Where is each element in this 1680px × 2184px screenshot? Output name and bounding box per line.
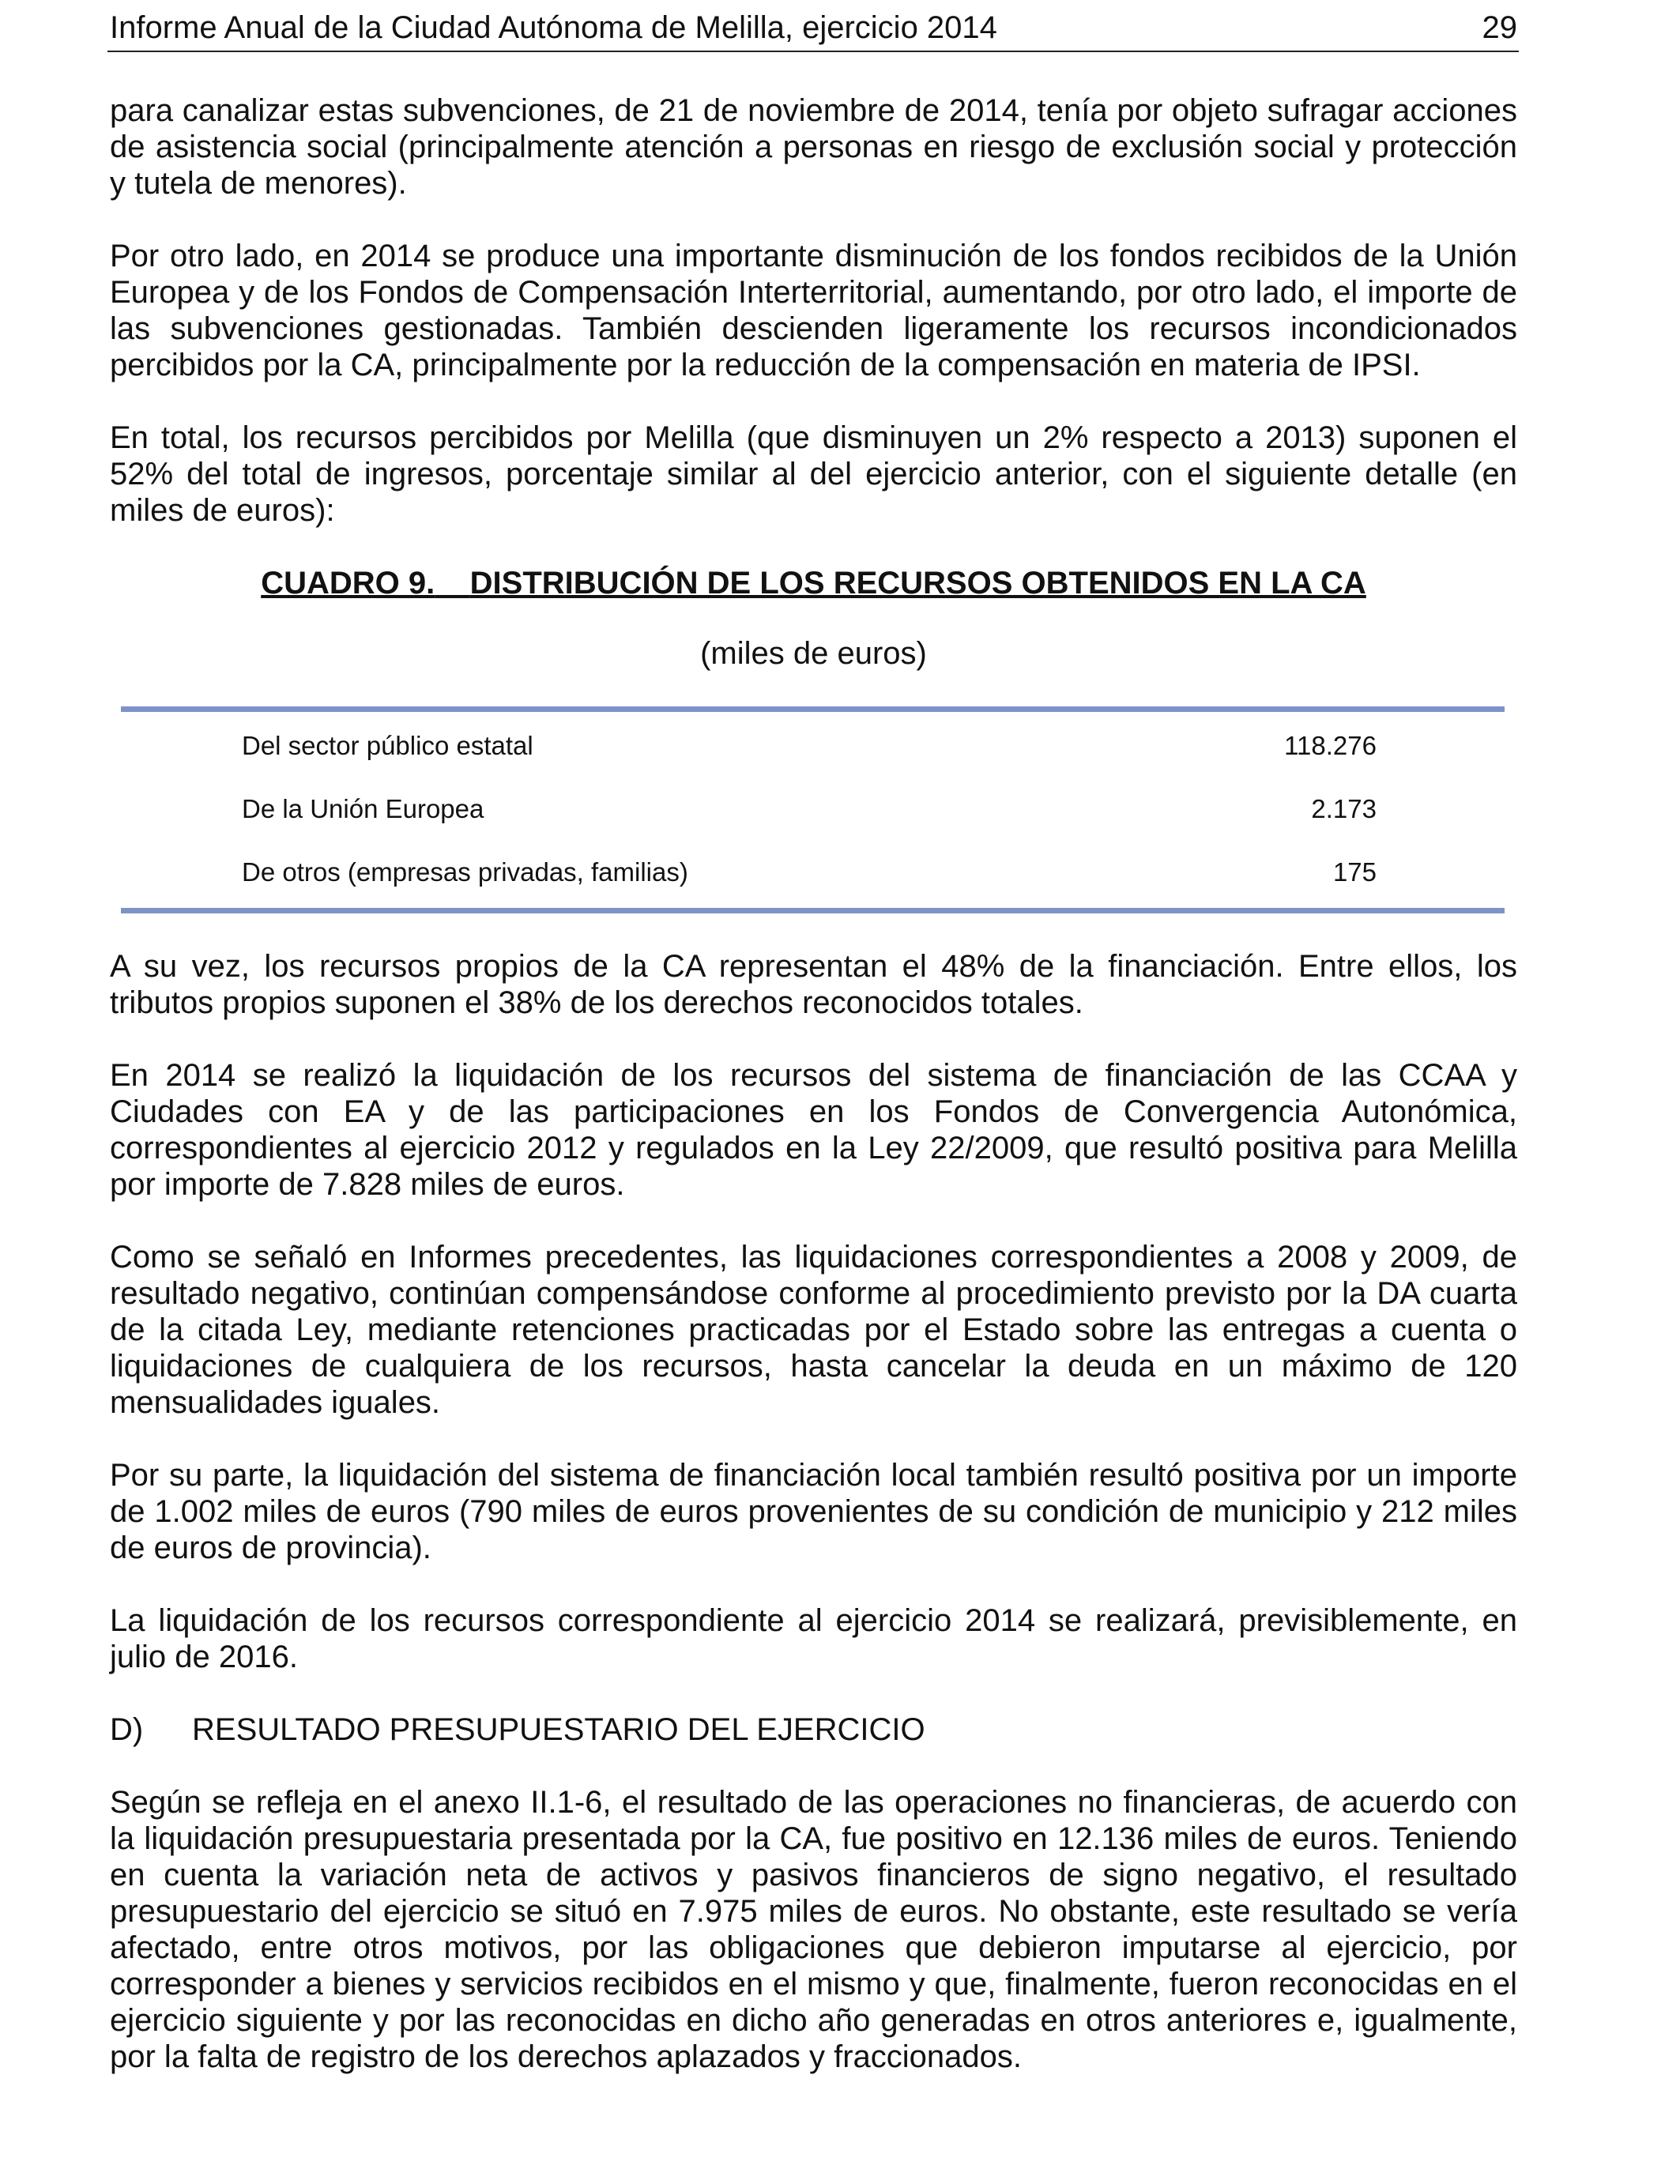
paragraph: A su vez, los recursos propios de la CA representan el 48% de la financiación. Entre ellos, los tributos propios suponen el 38% de los derechos reconocidos totales. — [110, 949, 1517, 1020]
table-number: CUADRO 9. — [261, 566, 435, 601]
table-row — [121, 841, 1505, 904]
table-units: (miles de euros) — [700, 636, 927, 671]
table-top-rule — [121, 706, 1505, 712]
table-bottom-rule — [121, 908, 1505, 913]
paragraph: Por su parte, la liquidación del sistema de financiación local también resultó positiva por un importe de 1.002 miles de euros (790 miles de euros provenientes de su condición de municipio y 212 miles de euros de provincia). — [110, 1458, 1517, 1565]
report-title: Informe Anual de la Ciudad Autónoma de Melilla, ejercicio 2014 — [110, 10, 997, 45]
page-header — [107, 9, 1519, 52]
paragraph: para canalizar estas subvenciones, de 21 de noviembre de 2014, tenía por objeto sufragar acciones de asistencia social (principalmente atención a personas en riesgo de exclusión social y protección y tutela de menores). — [110, 93, 1517, 201]
table-row — [121, 714, 1505, 778]
paragraph: En 2014 se realizó la liquidación de los recursos del sistema de financiación de las CCAA y Ciudades con EA y de las participaciones en los Fondos de Convergencia Autonómica, correspondientes al ejercicio 2012 y regulados en la Ley 22/2009, que resultó positiva para Melilla por importe de 7.828 miles de euros. — [110, 1058, 1517, 1202]
paragraph: Como se señaló en Informes precedentes, las liquidaciones correspondientes a 2008 y 2009, de resultado negativo, continúan compensándose conforme al procedimiento previsto por la DA cuarta de la citada Ley, mediante retenciones practicadas por el Estado sobre las entregas a cuenta o liquidaciones de cualquiera de los recursos, hasta cancelar la deuda en un máximo de 120 mensualidades iguales. — [110, 1240, 1517, 1420]
paragraph: Según se refleja en el anexo II.1-6, el resultado de las operaciones no financieras, de acuerdo con la liquidación presupuestaria presentada por la CA, fue positivo en 12.136 miles de euros. Teniendo en cuenta la variación neta de activos y pasivos financieros de signo negativo, el resultado presupuestario del ejercicio se situó en 7.975 miles de euros. No obstante, este resultado se vería afectado, entre otros motivos, por las obligaciones que debieron imputarse al ejercicio, por corresponder a bienes y servicios recibidos en el mismo y que, finalmente, fueron reconocidas en el ejercicio siguiente y por las reconocidas en dicho año generadas en otros anteriores e, igualmente, por la falta de registro de los derechos aplazados y fraccionados. — [110, 1785, 1517, 2074]
paragraph: Por otro lado, en 2014 se produce una importante disminución de los fondos recibidos de la Unión Europea y de los Fondos de Compensación Interterritorial, aumentando, por otro lado, el importe de las subvenciones gestionadas. También descienden ligeramente los recursos incondicionados percibidos por la CA, principalmente por la reducción de la compensación en materia de IPSI. — [110, 239, 1517, 382]
paragraph: La liquidación de los recursos correspondiente al ejercicio 2014 se realizará, previsiblemente, en julio de 2016. — [110, 1603, 1517, 1674]
table-title: DISTRIBUCIÓN DE LOS RECURSOS OBTENIDOS EN LA CA — [469, 566, 1366, 601]
row-value: 175 — [1332, 857, 1377, 887]
section-title: RESULTADO PRESUPUESTARIO DEL EJERCICIO — [192, 1712, 925, 1747]
row-label: De la Unión Europea — [242, 794, 484, 823]
paragraph: En total, los recursos percibidos por Melilla (que disminuyen un 2% respecto a 2013) suponen el 52% del total de ingresos, porcentaje similar al del ejercicio anterior, con el siguiente detalle (en miles de euros): — [110, 420, 1517, 528]
row-value: 118.276 — [1284, 731, 1377, 760]
section-letter: D) — [110, 1712, 144, 1747]
row-value: 2.173 — [1311, 794, 1377, 823]
section-heading — [110, 1711, 1517, 1748]
resources-table — [121, 706, 1505, 913]
page-body — [110, 92, 1517, 2111]
page-number: 29 — [1482, 10, 1517, 45]
row-label: Del sector público estatal — [242, 731, 533, 760]
table-caption — [110, 565, 1517, 601]
table-body — [121, 712, 1505, 908]
row-label: De otros (empresas privadas, familias) — [242, 857, 688, 887]
table-row — [121, 778, 1505, 841]
